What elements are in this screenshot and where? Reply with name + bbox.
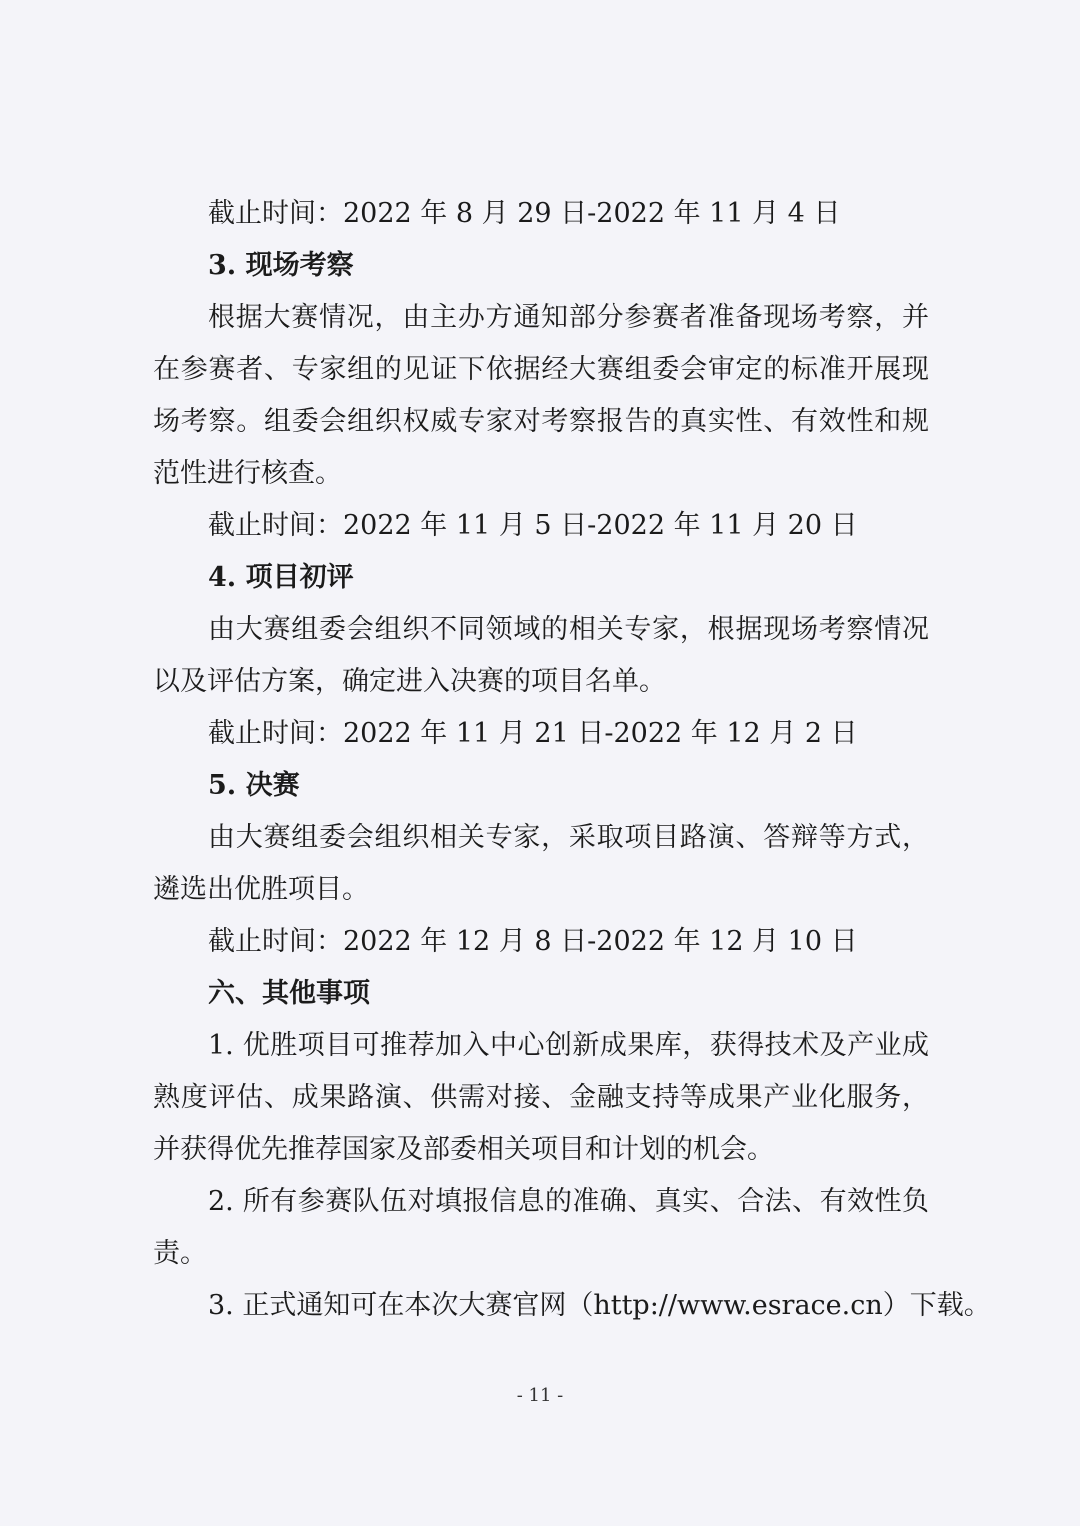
section-heading-initial-review: 4. 项目初评 [208,562,354,593]
paragraph-line: 2. 所有参赛队伍对填报信息的准确、真实、合法、有效性负 [208,1186,929,1217]
section-heading-site-inspection: 3. 现场考察 [208,250,354,281]
paragraph-line: 1. 优胜项目可推荐加入中心创新成果库，获得技术及产业成 [208,1030,929,1061]
section-heading-finals: 5. 决赛 [208,770,300,801]
paragraph-line: 责。 [153,1238,207,1269]
section-heading-other-matters: 六、其他事项 [208,978,370,1009]
paragraph-line: 以及评估方案，确定进入决赛的项目名单。 [153,666,666,697]
paragraph-line: 由大赛组委会组织相关专家，采取项目路演、答辩等方式， [208,822,929,853]
deadline-line-1: 截止时间：2022 年 8 月 29 日-2022 年 11 月 4 日 [208,198,841,229]
paragraph-line: 范性进行核查。 [153,458,342,489]
paragraph-line: 场考察。组委会组织权威专家对考察报告的真实性、有效性和规 [153,406,929,437]
paragraph-line: 由大赛组委会组织不同领域的相关专家，根据现场考察情况 [208,614,929,645]
paragraph-line: 遴选出优胜项目。 [153,874,369,905]
deadline-line-3: 截止时间：2022 年 11 月 21 日-2022 年 12 月 2 日 [208,718,858,749]
page-number: - 11 - [516,1385,564,1406]
paragraph-line: 在参赛者、专家组的见证下依据经大赛组委会审定的标准开展现 [153,354,929,385]
paragraph-line: 熟度评估、成果路演、供需对接、金融支持等成果产业化服务， [153,1082,929,1113]
paragraph-line: 并获得优先推荐国家及部委相关项目和计划的机会。 [153,1134,774,1165]
deadline-line-2: 截止时间：2022 年 11 月 5 日-2022 年 11 月 20 日 [208,510,858,541]
deadline-line-4: 截止时间：2022 年 12 月 8 日-2022 年 12 月 10 日 [208,926,858,957]
paragraph-line: 根据大赛情况，由主办方通知部分参赛者准备现场考察，并 [208,302,929,333]
paragraph-line-with-url: 3. 正式通知可在本次大赛官网（http://www.esrace.cn）下载。 [208,1290,991,1321]
